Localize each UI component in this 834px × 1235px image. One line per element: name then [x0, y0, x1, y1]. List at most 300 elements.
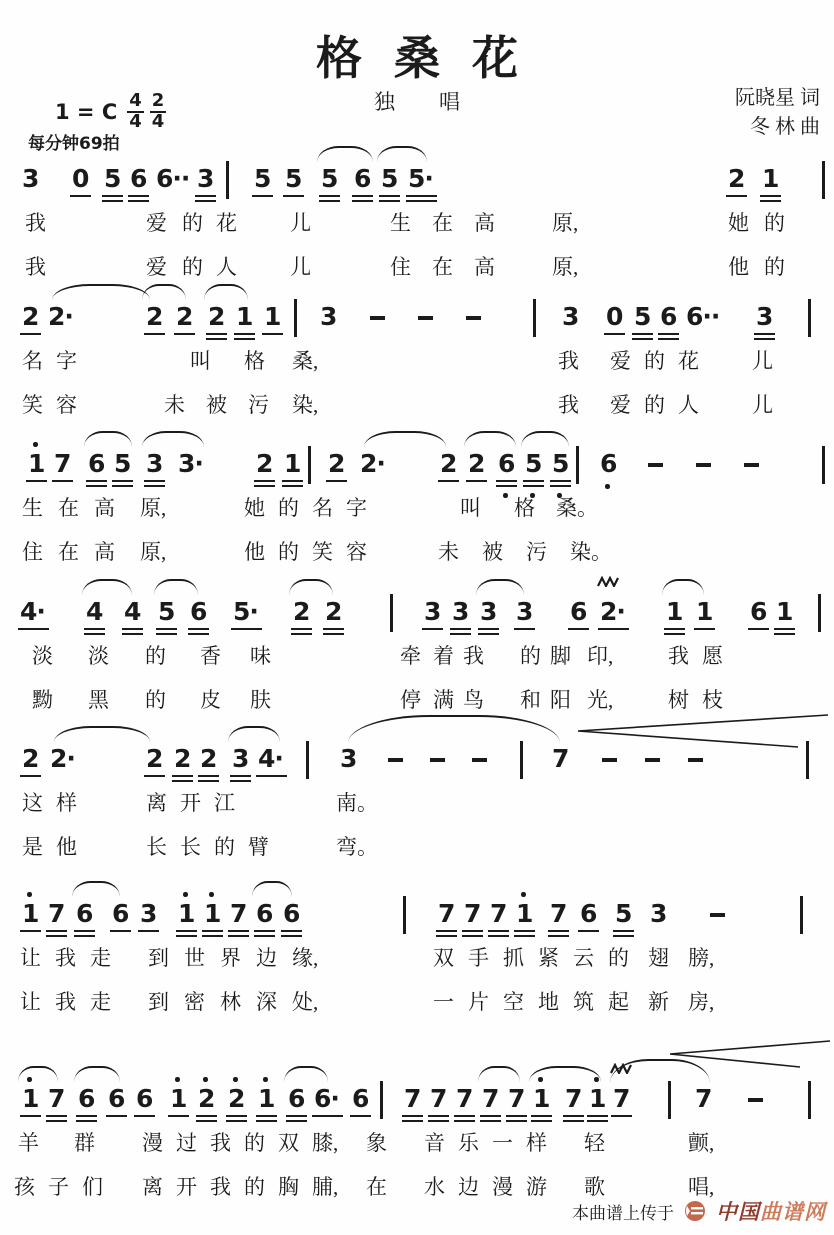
beam-underline	[726, 195, 747, 197]
note: 1	[533, 1084, 550, 1113]
upload-attribution-text: 本曲谱上传于	[572, 1203, 674, 1223]
beam-underline	[86, 485, 107, 487]
note: 2	[200, 744, 217, 773]
note: 6	[352, 1084, 369, 1113]
lyric-syllable: 愿	[702, 644, 723, 668]
beam-underline	[760, 200, 781, 202]
lyric-syllable: 我	[558, 393, 579, 417]
beam-underline	[256, 775, 287, 777]
beam-underline	[254, 480, 275, 482]
lyric-syllable: 乐	[458, 1131, 479, 1155]
lyric-syllable: 高	[94, 496, 115, 520]
lyric-syllable: 游	[526, 1175, 547, 1199]
lyric-syllable: 阳	[550, 688, 571, 712]
lyric-syllable: 颤,	[688, 1131, 715, 1155]
note: 5	[104, 164, 121, 193]
beam-underline	[531, 1115, 552, 1117]
beam-underline	[134, 1115, 155, 1117]
lyric-syllable: 污	[526, 540, 547, 564]
lyric-syllable: 的	[145, 688, 166, 712]
lyric-syllable: 的	[182, 255, 203, 279]
beam-underline	[206, 333, 227, 335]
beam-underline	[323, 628, 344, 630]
lyric-syllable: 染,	[292, 393, 319, 417]
beam-underline	[323, 633, 344, 635]
lyric-syllable: 花	[216, 211, 237, 235]
lyric-syllable: 叫	[460, 496, 481, 520]
lyric-syllable: 格	[244, 349, 265, 373]
note: 6	[660, 302, 677, 331]
slur-arc	[348, 715, 560, 743]
duration-dash	[466, 316, 481, 320]
slur-arc	[478, 1066, 520, 1082]
beam-underline	[188, 633, 209, 635]
lyric-syllable: 我	[668, 644, 689, 668]
note: 7	[508, 1084, 525, 1113]
slur-arc	[74, 1066, 120, 1082]
lyric-syllable: 是	[22, 835, 43, 859]
note: 1	[516, 899, 533, 928]
lyric-syllable: 密	[184, 990, 205, 1014]
note: 6··	[156, 164, 190, 193]
note: 5	[158, 597, 175, 626]
barline	[808, 299, 811, 337]
note: 2	[208, 302, 225, 331]
note: 1	[22, 1084, 39, 1113]
note: 1	[236, 302, 253, 331]
lyric-syllable: 停	[400, 688, 421, 712]
lyric-syllable: 字	[56, 349, 77, 373]
note: 3	[424, 597, 441, 626]
beam-underline	[46, 930, 67, 932]
beam-underline	[466, 480, 487, 482]
note: 5	[285, 164, 302, 193]
duration-dash	[648, 463, 663, 467]
key-signature: 1 = C	[55, 99, 118, 124]
lyric-syllable: 他	[56, 835, 77, 859]
lyric-syllable: 的	[145, 644, 166, 668]
beam-underline	[350, 1115, 371, 1117]
lyric-syllable: 人	[678, 393, 699, 417]
duration-dash	[472, 758, 487, 762]
lyric-syllable: 淡	[88, 644, 109, 668]
beam-underline	[598, 628, 629, 630]
barline	[520, 741, 523, 779]
lyric-syllable: 鸟	[463, 688, 484, 712]
beam-underline	[450, 633, 471, 635]
note: 3	[320, 302, 337, 331]
beam-underline	[754, 338, 775, 340]
lyric-syllable: 原,	[140, 540, 167, 564]
note: 6	[498, 449, 515, 478]
barline	[226, 161, 229, 199]
lyric-syllable: 儿	[752, 393, 773, 417]
note: 3	[140, 899, 157, 928]
beam-underline	[531, 1120, 552, 1122]
beam-underline	[226, 1120, 247, 1122]
barline	[800, 896, 803, 934]
note: 2	[176, 302, 193, 331]
lyric-syllable: 笑	[22, 393, 43, 417]
beam-underline	[658, 338, 679, 340]
lyric-syllable: 着	[433, 644, 454, 668]
beam-underline	[144, 775, 165, 777]
lyric-syllable: 儿	[752, 349, 773, 373]
lyric-syllable: 光,	[587, 688, 614, 712]
lyric-syllable: 我	[210, 1175, 231, 1199]
beam-underline	[312, 1115, 343, 1117]
beam-underline	[20, 930, 41, 932]
lyric-syllable: 到	[148, 990, 169, 1014]
lyric-syllable: 膀,	[688, 946, 715, 970]
lyric-syllable: 的	[182, 211, 203, 235]
lyric-syllable: 边	[458, 1175, 479, 1199]
note: 3	[232, 744, 249, 773]
note: 7	[552, 744, 569, 773]
note: 7	[464, 899, 481, 928]
lyric-syllable: 象	[366, 1131, 387, 1155]
slur-arc	[228, 726, 280, 742]
note: 1	[666, 597, 683, 626]
lyric-syllable: 地	[538, 990, 559, 1014]
tempo-marking: 每分钟69拍	[28, 134, 120, 154]
lyric-syllable: 过	[176, 1131, 197, 1155]
lyric-syllable: 黝	[32, 688, 53, 712]
note: 6	[190, 597, 207, 626]
beam-underline	[156, 628, 177, 630]
lyric-syllable: 翅	[648, 946, 669, 970]
beam-underline	[144, 480, 165, 482]
lyric-syllable: 住	[22, 540, 43, 564]
lyric-syllable: 臂	[248, 835, 269, 859]
lyric-syllable: 的	[244, 1131, 265, 1155]
lyric-syllable: 我	[463, 644, 484, 668]
note: 2	[468, 449, 485, 478]
slur-arc	[204, 284, 248, 300]
octave-dot-high	[203, 1077, 208, 1082]
note: 6	[600, 449, 617, 478]
lyric-syllable: 新	[648, 990, 669, 1014]
lyric-syllable: 云	[573, 946, 594, 970]
beam-underline	[748, 628, 769, 630]
lyric-syllable: 们	[82, 1175, 103, 1199]
note: 7	[230, 899, 247, 928]
beam-underline	[523, 480, 544, 482]
lyric-syllable: 未	[164, 393, 185, 417]
duration-dash	[418, 316, 433, 320]
note: 1	[762, 164, 779, 193]
barline	[668, 1081, 671, 1119]
beam-underline	[454, 1120, 475, 1122]
lyric-syllable: 抓	[503, 946, 524, 970]
note: 2	[22, 744, 39, 773]
beam-underline	[774, 628, 795, 630]
lyric-syllable: 住	[390, 255, 411, 279]
beam-underline	[46, 1115, 67, 1117]
beam-underline	[480, 1115, 501, 1117]
beam-underline	[168, 1115, 189, 1117]
note: 1	[28, 449, 45, 478]
note: 2	[198, 1084, 215, 1113]
lyric-syllable: 长	[146, 835, 167, 859]
slur-arc	[84, 431, 132, 447]
lyric-syllable: 儿	[290, 211, 311, 235]
lyric-syllable: 名	[312, 496, 333, 520]
beam-underline	[196, 1115, 217, 1117]
note: 3	[650, 899, 667, 928]
beam-underline	[604, 333, 625, 335]
lyric-syllable: 皮	[200, 688, 221, 712]
lyric-syllable: 漫	[492, 1175, 513, 1199]
note: 5·	[233, 597, 258, 626]
lyric-syllable: 房,	[688, 990, 715, 1014]
lyric-syllable: 原,	[552, 255, 579, 279]
beam-underline	[176, 930, 197, 932]
lyric-syllable: 容	[346, 540, 367, 564]
lyric-syllable: 一	[433, 990, 454, 1014]
beam-underline	[144, 333, 165, 335]
lyric-syllable: 我	[558, 349, 579, 373]
beam-underline	[102, 195, 123, 197]
lyric-syllable: 的	[244, 1175, 265, 1199]
beam-underline	[480, 1120, 501, 1122]
lyric-syllable: 爱	[610, 393, 631, 417]
beam-underline	[523, 485, 544, 487]
barline	[306, 741, 309, 779]
beam-underline	[422, 628, 443, 630]
time-signature-4-4: $\frac{4}{4}$	[129, 90, 142, 132]
beam-underline	[112, 480, 133, 482]
beam-underline	[70, 195, 91, 197]
lyric-syllable: 她	[244, 496, 265, 520]
beam-underline	[326, 480, 347, 482]
lyric-syllable: 我	[210, 1131, 231, 1155]
beam-underline	[286, 1120, 307, 1122]
beam-underline	[281, 930, 302, 932]
beam-underline	[254, 935, 275, 937]
beam-underline	[230, 775, 251, 777]
china-score-logo-icon[interactable]	[683, 1199, 707, 1223]
note: 3	[340, 744, 357, 773]
octave-dot-high	[233, 1077, 238, 1082]
note: 3	[452, 597, 469, 626]
lyric-syllable: 高	[94, 540, 115, 564]
duration-dash	[696, 463, 711, 467]
slur-arc	[54, 726, 150, 742]
beam-underline	[462, 930, 483, 932]
beam-underline	[436, 935, 457, 937]
slur-arc	[464, 431, 516, 447]
note: 1	[284, 449, 301, 478]
lyric-syllable: 样	[526, 1131, 547, 1155]
site-name-link[interactable]	[716, 1196, 826, 1226]
beam-underline	[156, 633, 177, 635]
note: 2	[22, 302, 39, 331]
beam-underline	[319, 200, 340, 202]
octave-dot-high	[521, 892, 526, 897]
note: 1	[258, 1084, 275, 1113]
beam-underline	[20, 333, 41, 335]
composer-credit: 冬 林 曲	[750, 116, 820, 138]
beam-underline	[74, 935, 95, 937]
beam-underline	[282, 480, 303, 482]
beam-underline	[128, 195, 149, 197]
lyric-syllable: 淡	[32, 644, 53, 668]
octave-dot-high	[33, 442, 38, 447]
beam-underline	[234, 338, 255, 340]
note: 1	[204, 899, 221, 928]
beam-underline	[319, 195, 340, 197]
note: 4	[86, 597, 103, 626]
beam-underline	[230, 780, 251, 782]
lyric-syllable: 的	[608, 946, 629, 970]
slur-arc	[476, 579, 524, 595]
beam-underline	[664, 628, 685, 630]
beam-underline	[632, 333, 653, 335]
beam-underline	[76, 1115, 97, 1117]
beam-underline	[76, 1120, 97, 1122]
lyric-syllable: 江	[214, 791, 235, 815]
note: 2	[328, 449, 345, 478]
duration-dash	[688, 758, 703, 762]
beam-underline	[46, 1120, 67, 1122]
lyric-syllable: 儿	[290, 255, 311, 279]
octave-dot-high	[175, 1077, 180, 1082]
beam-underline	[122, 633, 143, 635]
duration-dash	[744, 463, 759, 467]
beam-underline	[428, 1115, 449, 1117]
lyric-syllable: 叫	[190, 349, 211, 373]
lyric-syllable: 到	[148, 946, 169, 970]
note: 7	[438, 899, 455, 928]
note: 1	[696, 597, 713, 626]
beam-underline	[202, 930, 223, 932]
note: 3	[146, 449, 163, 478]
beam-underline	[352, 195, 373, 197]
lyric-syllable: 污	[248, 393, 269, 417]
beam-underline	[587, 1120, 608, 1122]
site-name-part1: 中国	[716, 1200, 760, 1224]
beam-underline	[176, 935, 197, 937]
lyric-syllable: 开	[180, 791, 201, 815]
note: 6	[108, 1084, 125, 1113]
beam-underline	[379, 200, 400, 202]
barline	[390, 594, 393, 632]
note: 3	[516, 597, 533, 626]
beam-underline	[128, 200, 149, 202]
note: 7	[550, 899, 567, 928]
lyric-syllable: 容	[56, 393, 77, 417]
lyric-syllable: 字	[346, 496, 367, 520]
lyric-syllable: 歌	[584, 1175, 605, 1199]
beam-underline	[563, 1115, 584, 1117]
barline	[533, 299, 536, 337]
note: 5	[552, 449, 569, 478]
lyric-syllable: 人	[216, 255, 237, 279]
lyric-syllable: 离	[142, 1175, 163, 1199]
beam-underline	[195, 200, 216, 202]
lyric-syllable: 黑	[88, 688, 109, 712]
beam-underline	[195, 195, 216, 197]
note: 7	[430, 1084, 447, 1113]
lyric-syllable: 未	[438, 540, 459, 564]
beam-underline	[172, 780, 193, 782]
slur-arc	[662, 579, 704, 595]
note: 7	[48, 1084, 65, 1113]
lyric-syllable: 让	[20, 946, 41, 970]
lyric-syllable: 走	[90, 990, 111, 1014]
note: 1	[776, 597, 793, 626]
footer-attribution	[572, 1196, 826, 1226]
lyric-syllable: 漫	[142, 1131, 163, 1155]
beam-underline	[228, 930, 249, 932]
duration-dash	[710, 913, 725, 917]
note: 6	[88, 449, 105, 478]
beam-underline	[256, 1115, 277, 1117]
lyric-syllable: 让	[20, 990, 41, 1014]
beam-underline	[226, 1115, 247, 1117]
note: 2	[325, 597, 342, 626]
beam-underline	[20, 775, 41, 777]
lyric-syllable: 手	[468, 946, 489, 970]
beam-underline	[613, 930, 634, 932]
lyric-syllable: 的	[644, 349, 665, 373]
beam-underline	[174, 333, 195, 335]
beam-underline	[548, 930, 569, 932]
note: 2·	[360, 449, 385, 478]
beam-underline	[454, 1115, 475, 1117]
lyric-syllable: 子	[48, 1175, 69, 1199]
note: 5	[615, 899, 632, 928]
note: 7	[613, 1084, 630, 1113]
beam-underline	[478, 633, 499, 635]
lyric-syllable: 肤	[250, 688, 271, 712]
note: 3	[756, 302, 773, 331]
barline	[818, 594, 821, 632]
beam-underline	[438, 480, 459, 482]
lyric-syllable: 起	[608, 990, 629, 1014]
beam-underline	[402, 1115, 423, 1117]
lyric-syllable: 我	[25, 255, 46, 279]
lyric-syllable: 一	[492, 1131, 513, 1155]
lyric-syllable: 长	[180, 835, 201, 859]
lyric-syllable: 音	[424, 1131, 445, 1155]
rest-note: 0	[72, 164, 89, 193]
lyric-syllable: 爱	[610, 349, 631, 373]
lyric-syllable: 在	[432, 211, 453, 235]
note: 1	[178, 899, 195, 928]
lyric-syllable: 爱	[146, 255, 167, 279]
note: 6	[750, 597, 767, 626]
lyric-syllable: 高	[474, 255, 495, 279]
note: 5	[381, 164, 398, 193]
lyric-syllable: 生	[390, 211, 411, 235]
barline	[822, 161, 825, 199]
beam-underline	[694, 628, 715, 630]
lyric-syllable: 脚	[550, 644, 571, 668]
lyric-syllable: 胸	[278, 1175, 299, 1199]
beam-underline	[506, 1115, 527, 1117]
lyric-syllable: 离	[146, 791, 167, 815]
note: 2·	[600, 597, 625, 626]
note: 2	[146, 302, 163, 331]
lyric-syllable: 的	[764, 255, 785, 279]
note: 7	[54, 449, 71, 478]
barline	[294, 299, 297, 337]
lyric-syllable: 他	[244, 540, 265, 564]
note: 2	[728, 164, 745, 193]
note: 5	[254, 164, 271, 193]
